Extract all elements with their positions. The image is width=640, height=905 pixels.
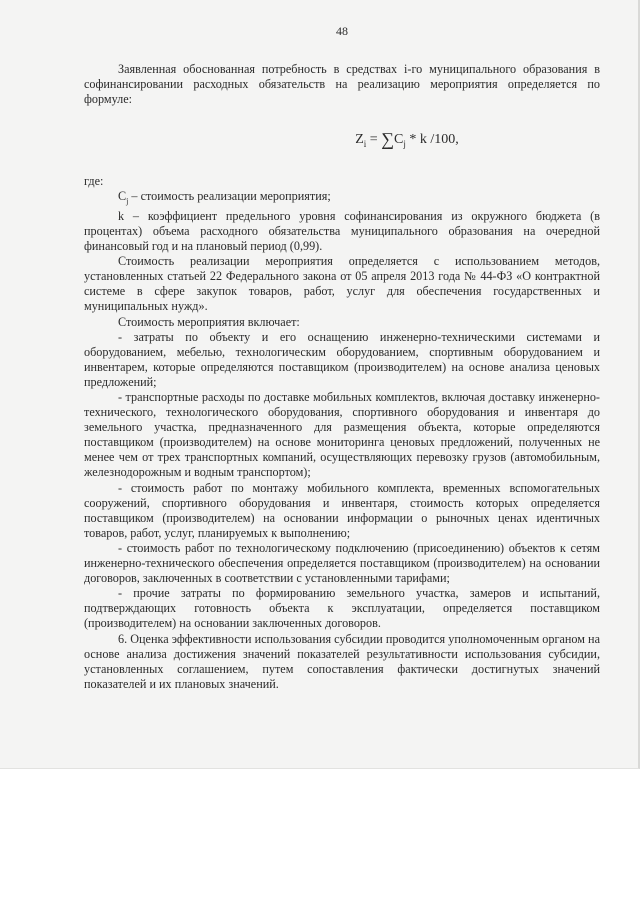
formula-var-sub: j [403, 139, 406, 150]
cost-includes-heading: Стоимость мероприятия включает: [118, 314, 300, 329]
section-6-paragraph: 6. Оценка эффективности использования субсидии проводится уполномоченным органом на основе анализа достижения значений показателей результативности использования субсидии, установленных соглашением, путем сопоставления фактически достигнутых значений показателей и их плановых значений. [84, 631, 600, 691]
formula [84, 129, 600, 152]
list-item: - затраты по объекту и его оснащению инженерно-техническими системами и оборудованием, мебелью, технологическим оборудованием, спортивным оборудованием и инвентарем, которые определяются поставщиком (производителем) на основе анализа ценовых предложений; [84, 329, 600, 389]
formula-lhs-sub: i [363, 139, 367, 150]
cj-definition [84, 189, 600, 209]
k-definition: k – коэффициент предельного уровня софинансирования из окружного бюджета (в процентах) объема расходного обязательства муниципального образования на очередной финансовый год и на плановый период (0,99). [84, 208, 600, 254]
formula-equals: = [366, 132, 382, 148]
cj-sub: j [126, 196, 129, 206]
list-item: - стоимость работ по технологическому подключению (присоединению) объектов к сетям инженерно-технического обеспечения определяется поставщиком (производителем) на основании договоров, заключенных в соответствии с установленными тарифами; [84, 540, 600, 586]
list-item: - транспортные расходы по доставке мобильных комплектов, включая доставку инженерно-технического, технологического оборудования, спортивного оборудования и инвентаря до земельного участка, предназначенного для размещения объекта, которые определяются поставщиком (производителем) на основе мониторинга ценовых предложений, полученных не менее чем от трех транспортных компаний, осуществляющих перевозку грузов (автомобильным, железнодорожным и водным транспортом); [84, 390, 600, 480]
formula-rest: * k /100, [405, 132, 459, 148]
cost-paragraph: Стоимость реализации мероприятия определяется с использованием методов, установленных статьей 22 Федерального закона от 05 апреля 2013 года № 44-ФЗ «О контрактной системе в сфере закупок товаров, работ, услуг для обеспечения государственных и муниципальных нужд». [84, 254, 600, 314]
cj-symbol: C [118, 189, 127, 204]
intro-paragraph: Заявленная обоснованная потребность в средствах i-го муниципального образования в софинансировании расходных обязательств на реализацию мероприятия определяется по формуле: [84, 62, 600, 107]
where-label: где: [84, 174, 104, 189]
formula-var: C [394, 132, 404, 148]
document-body [84, 24, 600, 692]
list-item: - стоимость работ по монтажу мобильного комплекта, временных вспомогательных сооружений, спортивного оборудования и инвентаря, стоимость которых определяется поставщиком (производителем) на основании информации о рыночных ценах идентичных товаров, работ, услуг, планируемых к выполнению; [84, 480, 600, 540]
list-item: - прочие затраты по формированию земельного участка, замеров и испытаний, подтверждающих готовность объекта к эксплуатации, определяется поставщиком (производителем) на основании заключенных договоров. [84, 586, 600, 631]
page-number: 48 [336, 24, 348, 38]
cj-text: – стоимость реализации мероприятия; [128, 189, 331, 204]
summation-symbol: ∑ [381, 129, 395, 150]
formula-lhs: Z [355, 132, 364, 148]
